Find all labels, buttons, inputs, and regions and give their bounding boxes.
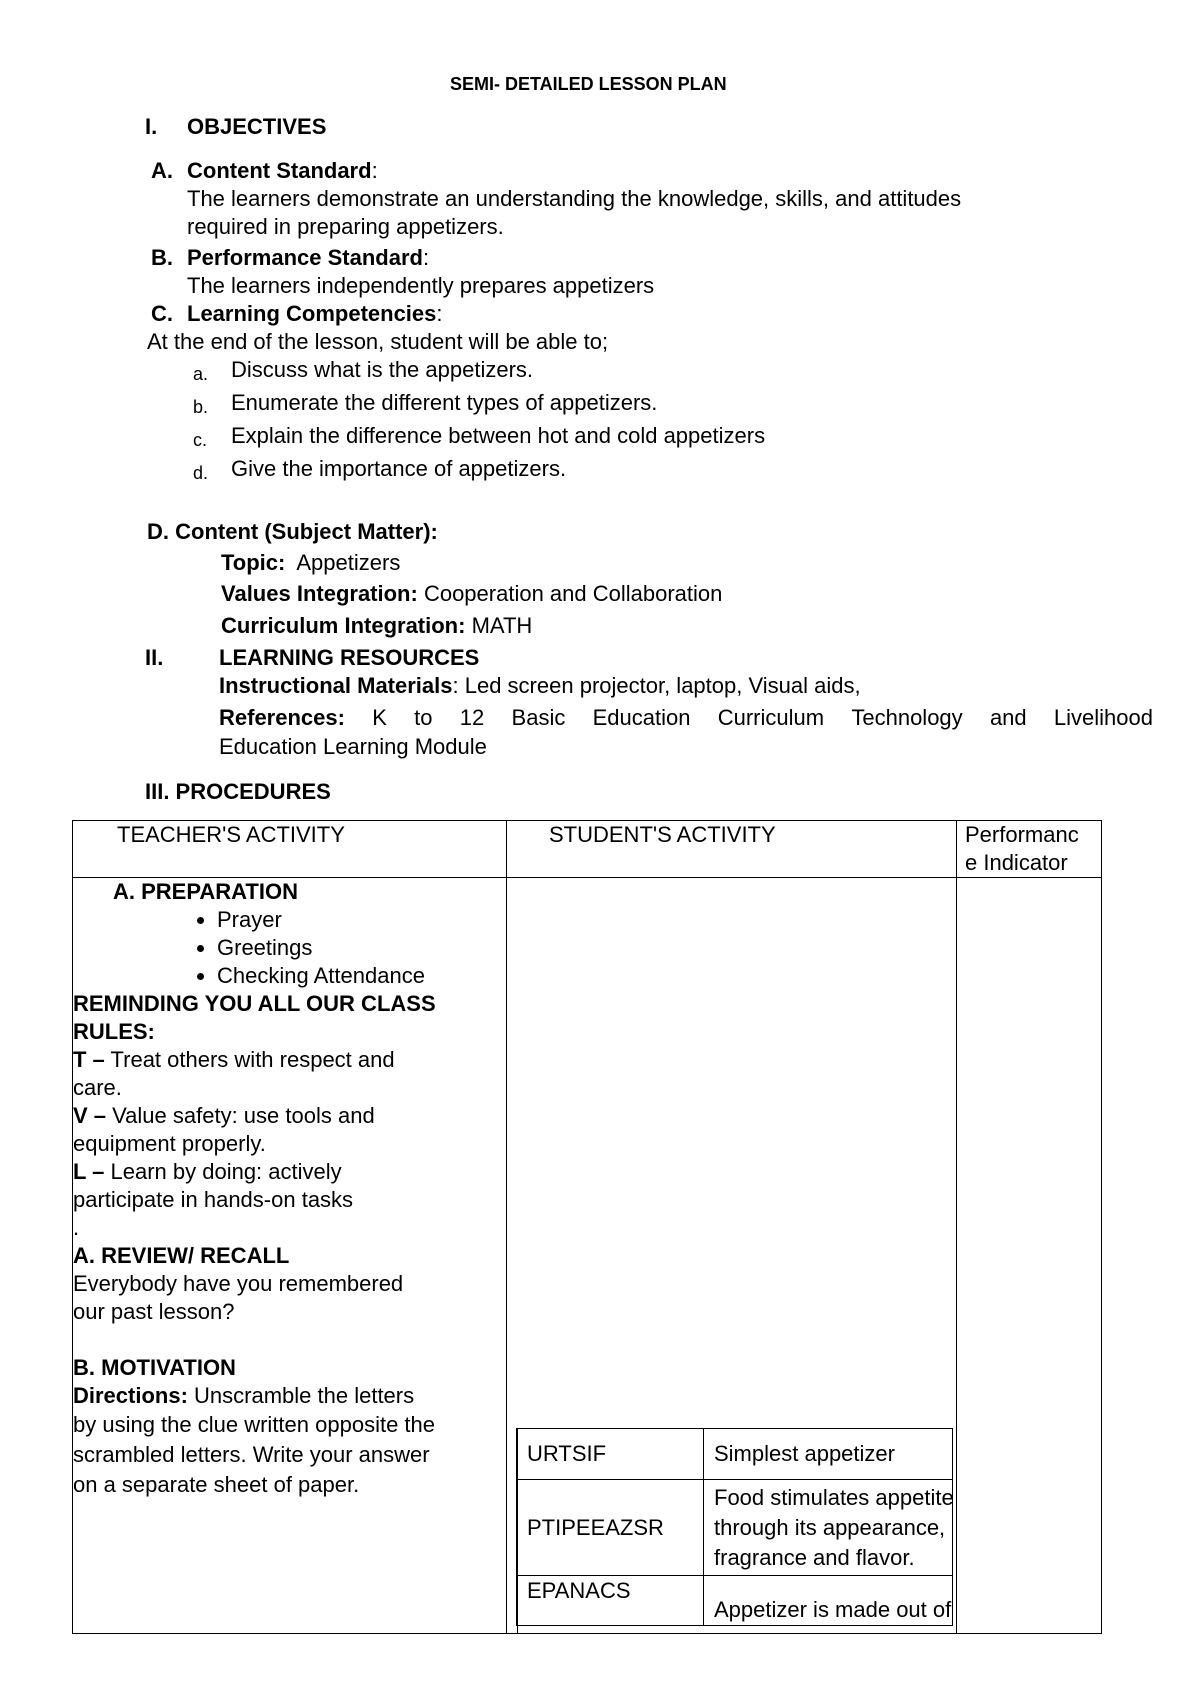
topic-label: Topic: xyxy=(221,550,286,575)
competency-marker: d. xyxy=(193,463,209,483)
list-item: • Prayer xyxy=(217,906,506,934)
content-standard-line1: The learners demonstrate an understanding the knowledge, skills, and attitudes xyxy=(187,186,962,211)
rule-l-key: L – xyxy=(73,1159,105,1184)
teacher-activity-cell xyxy=(73,878,507,1634)
rule-l-text: Learn by doing: actively xyxy=(104,1159,342,1184)
rule-t-line1 xyxy=(73,1046,506,1074)
competency-marker: a. xyxy=(193,364,209,384)
values-line xyxy=(221,580,722,608)
performance-indicator-header-line1: Performanc xyxy=(965,822,1079,847)
values-label: Values Integration: xyxy=(221,581,418,606)
performance-standard-heading xyxy=(187,244,429,272)
performance-indicator-cell xyxy=(957,878,1102,1634)
motivation-heading: B. MOTIVATION xyxy=(73,1355,236,1380)
rules-dot: . xyxy=(73,1215,80,1240)
curriculum-label: Curriculum Integration: xyxy=(221,613,466,638)
learning-competencies-colon: : xyxy=(436,301,443,326)
references-line xyxy=(219,702,1153,734)
scrambled-word: URTSIF xyxy=(517,1429,704,1480)
performance-standard-letter: B. xyxy=(151,245,173,270)
references-word: Curriculum xyxy=(717,705,825,730)
references-word: K xyxy=(372,705,387,730)
teacher-activity-header-cell xyxy=(73,821,507,878)
references-word: 12 xyxy=(459,705,485,730)
rule-v-line1 xyxy=(73,1102,506,1130)
rule-v-text: Value safety: use tools and xyxy=(106,1103,375,1128)
references-word: Technology xyxy=(851,705,963,730)
references-label: References: xyxy=(219,705,345,730)
materials-line xyxy=(219,672,861,700)
review-line1: Everybody have you remembered xyxy=(73,1271,404,1296)
curriculum-value: MATH xyxy=(471,613,533,638)
rule-l-line2: participate in hands-on tasks xyxy=(73,1187,354,1212)
rules-heading-line1: REMINDING YOU ALL OUR CLASS xyxy=(73,991,436,1016)
table-row xyxy=(517,1576,953,1626)
scramble-clue xyxy=(704,1429,953,1480)
performance-indicator-header-cell xyxy=(957,821,1102,878)
directions-text: Unscramble the letters xyxy=(187,1383,415,1408)
objectives-heading: OBJECTIVES xyxy=(187,114,327,139)
section-number-resources: II. xyxy=(145,645,164,670)
references-word: Education xyxy=(592,705,691,730)
table-row xyxy=(517,1480,953,1576)
list-item: • Checking Attendance xyxy=(217,962,506,990)
content-heading: D. Content (Subject Matter): xyxy=(147,519,438,544)
competency-item: Discuss what is the appetizers. xyxy=(231,357,534,382)
preparation-heading: A. PREPARATION xyxy=(113,879,298,904)
review-heading: A. REVIEW/ RECALL xyxy=(73,1243,290,1268)
performance-standard-text: The learners independently prepares appetizers xyxy=(187,273,655,298)
topic-line xyxy=(221,549,400,577)
materials-label: Instructional Materials xyxy=(219,673,453,698)
rules-heading-line2: RULES: xyxy=(73,1019,155,1044)
table-row xyxy=(517,1429,953,1480)
performance-indicator-header-line2: e Indicator xyxy=(965,850,1068,875)
topic-value: Appetizers xyxy=(296,550,401,575)
procedures-heading: III. PROCEDURES xyxy=(145,779,331,804)
scramble-clue-line: Appetizer is made out of xyxy=(714,1597,952,1622)
scramble-clue-line: fragrance and flavor. xyxy=(714,1544,915,1570)
scramble-clue-line: Simplest appetizer xyxy=(714,1441,895,1466)
preparation-list xyxy=(73,906,506,990)
table-header-row xyxy=(73,821,1102,878)
competency-item: Give the importance of appetizers. xyxy=(231,456,567,481)
list-item: • Greetings xyxy=(217,934,506,962)
learning-competencies-letter: C. xyxy=(151,301,173,326)
resources-heading: LEARNING RESOURCES xyxy=(219,645,480,670)
motivation-line4: on a separate sheet of paper. xyxy=(73,1472,360,1497)
rule-l-line1 xyxy=(73,1158,506,1186)
references-word: Livelihood xyxy=(1053,705,1153,730)
content-standard-label: Content Standard xyxy=(187,158,372,183)
content-standard-heading xyxy=(187,157,378,185)
competency-marker: c. xyxy=(193,430,208,450)
directions-label: Directions: xyxy=(73,1383,188,1408)
review-line2: our past lesson? xyxy=(73,1299,235,1324)
rule-t-key: T – xyxy=(73,1047,105,1072)
scramble-clue xyxy=(704,1576,953,1626)
references-word: Basic xyxy=(511,705,566,730)
scramble-table xyxy=(516,1428,953,1626)
section-number-objectives: I. xyxy=(145,114,158,139)
scrambled-word: EPANACS xyxy=(517,1576,704,1626)
motivation-line2: by using the clue written opposite the xyxy=(73,1412,436,1437)
scramble-clue xyxy=(704,1480,953,1576)
content-standard-line2: required in preparing appetizers. xyxy=(187,214,504,239)
materials-value: : Led screen projector, laptop, Visual aids, xyxy=(452,673,861,698)
references-word: to xyxy=(414,705,433,730)
rule-v-key: V – xyxy=(73,1103,107,1128)
references-word: and xyxy=(989,705,1027,730)
page-title: SEMI- DETAILED LESSON PLAN xyxy=(450,74,727,94)
motivation-line3: scrambled letters. Write your answer xyxy=(73,1442,430,1467)
learning-competencies-label: Learning Competencies xyxy=(187,301,437,326)
scramble-clue-line: Food stimulates appetite xyxy=(714,1484,954,1510)
rule-t-line2: care. xyxy=(73,1075,122,1100)
teacher-activity-header: TEACHER'S ACTIVITY xyxy=(117,822,345,847)
references-line2: Education Learning Module xyxy=(219,734,487,759)
competency-marker: b. xyxy=(193,397,209,417)
scrambled-word: PTIPEEAZSR xyxy=(517,1480,704,1576)
content-standard-letter: A. xyxy=(151,158,173,183)
student-activity-header-cell xyxy=(507,821,957,878)
learning-competencies-intro: At the end of the lesson, student will be able to; xyxy=(147,329,609,354)
rule-v-line2: equipment properly. xyxy=(73,1131,266,1156)
competency-item: Enumerate the different types of appetizers. xyxy=(231,390,658,415)
competency-item: Explain the difference between hot and cold appetizers xyxy=(231,423,766,448)
rule-t-text: Treat others with respect and xyxy=(104,1047,395,1072)
values-value: Cooperation and Collaboration xyxy=(423,581,723,606)
motivation-line1 xyxy=(73,1382,506,1410)
scramble-clue-line: through its appearance, xyxy=(714,1514,946,1540)
student-activity-header: STUDENT'S ACTIVITY xyxy=(549,822,776,847)
content-standard-colon: : xyxy=(371,158,378,183)
learning-competencies-heading xyxy=(187,300,443,328)
performance-standard-colon: : xyxy=(422,245,430,270)
performance-standard-label: Performance Standard xyxy=(187,245,423,270)
curriculum-line xyxy=(221,612,532,640)
